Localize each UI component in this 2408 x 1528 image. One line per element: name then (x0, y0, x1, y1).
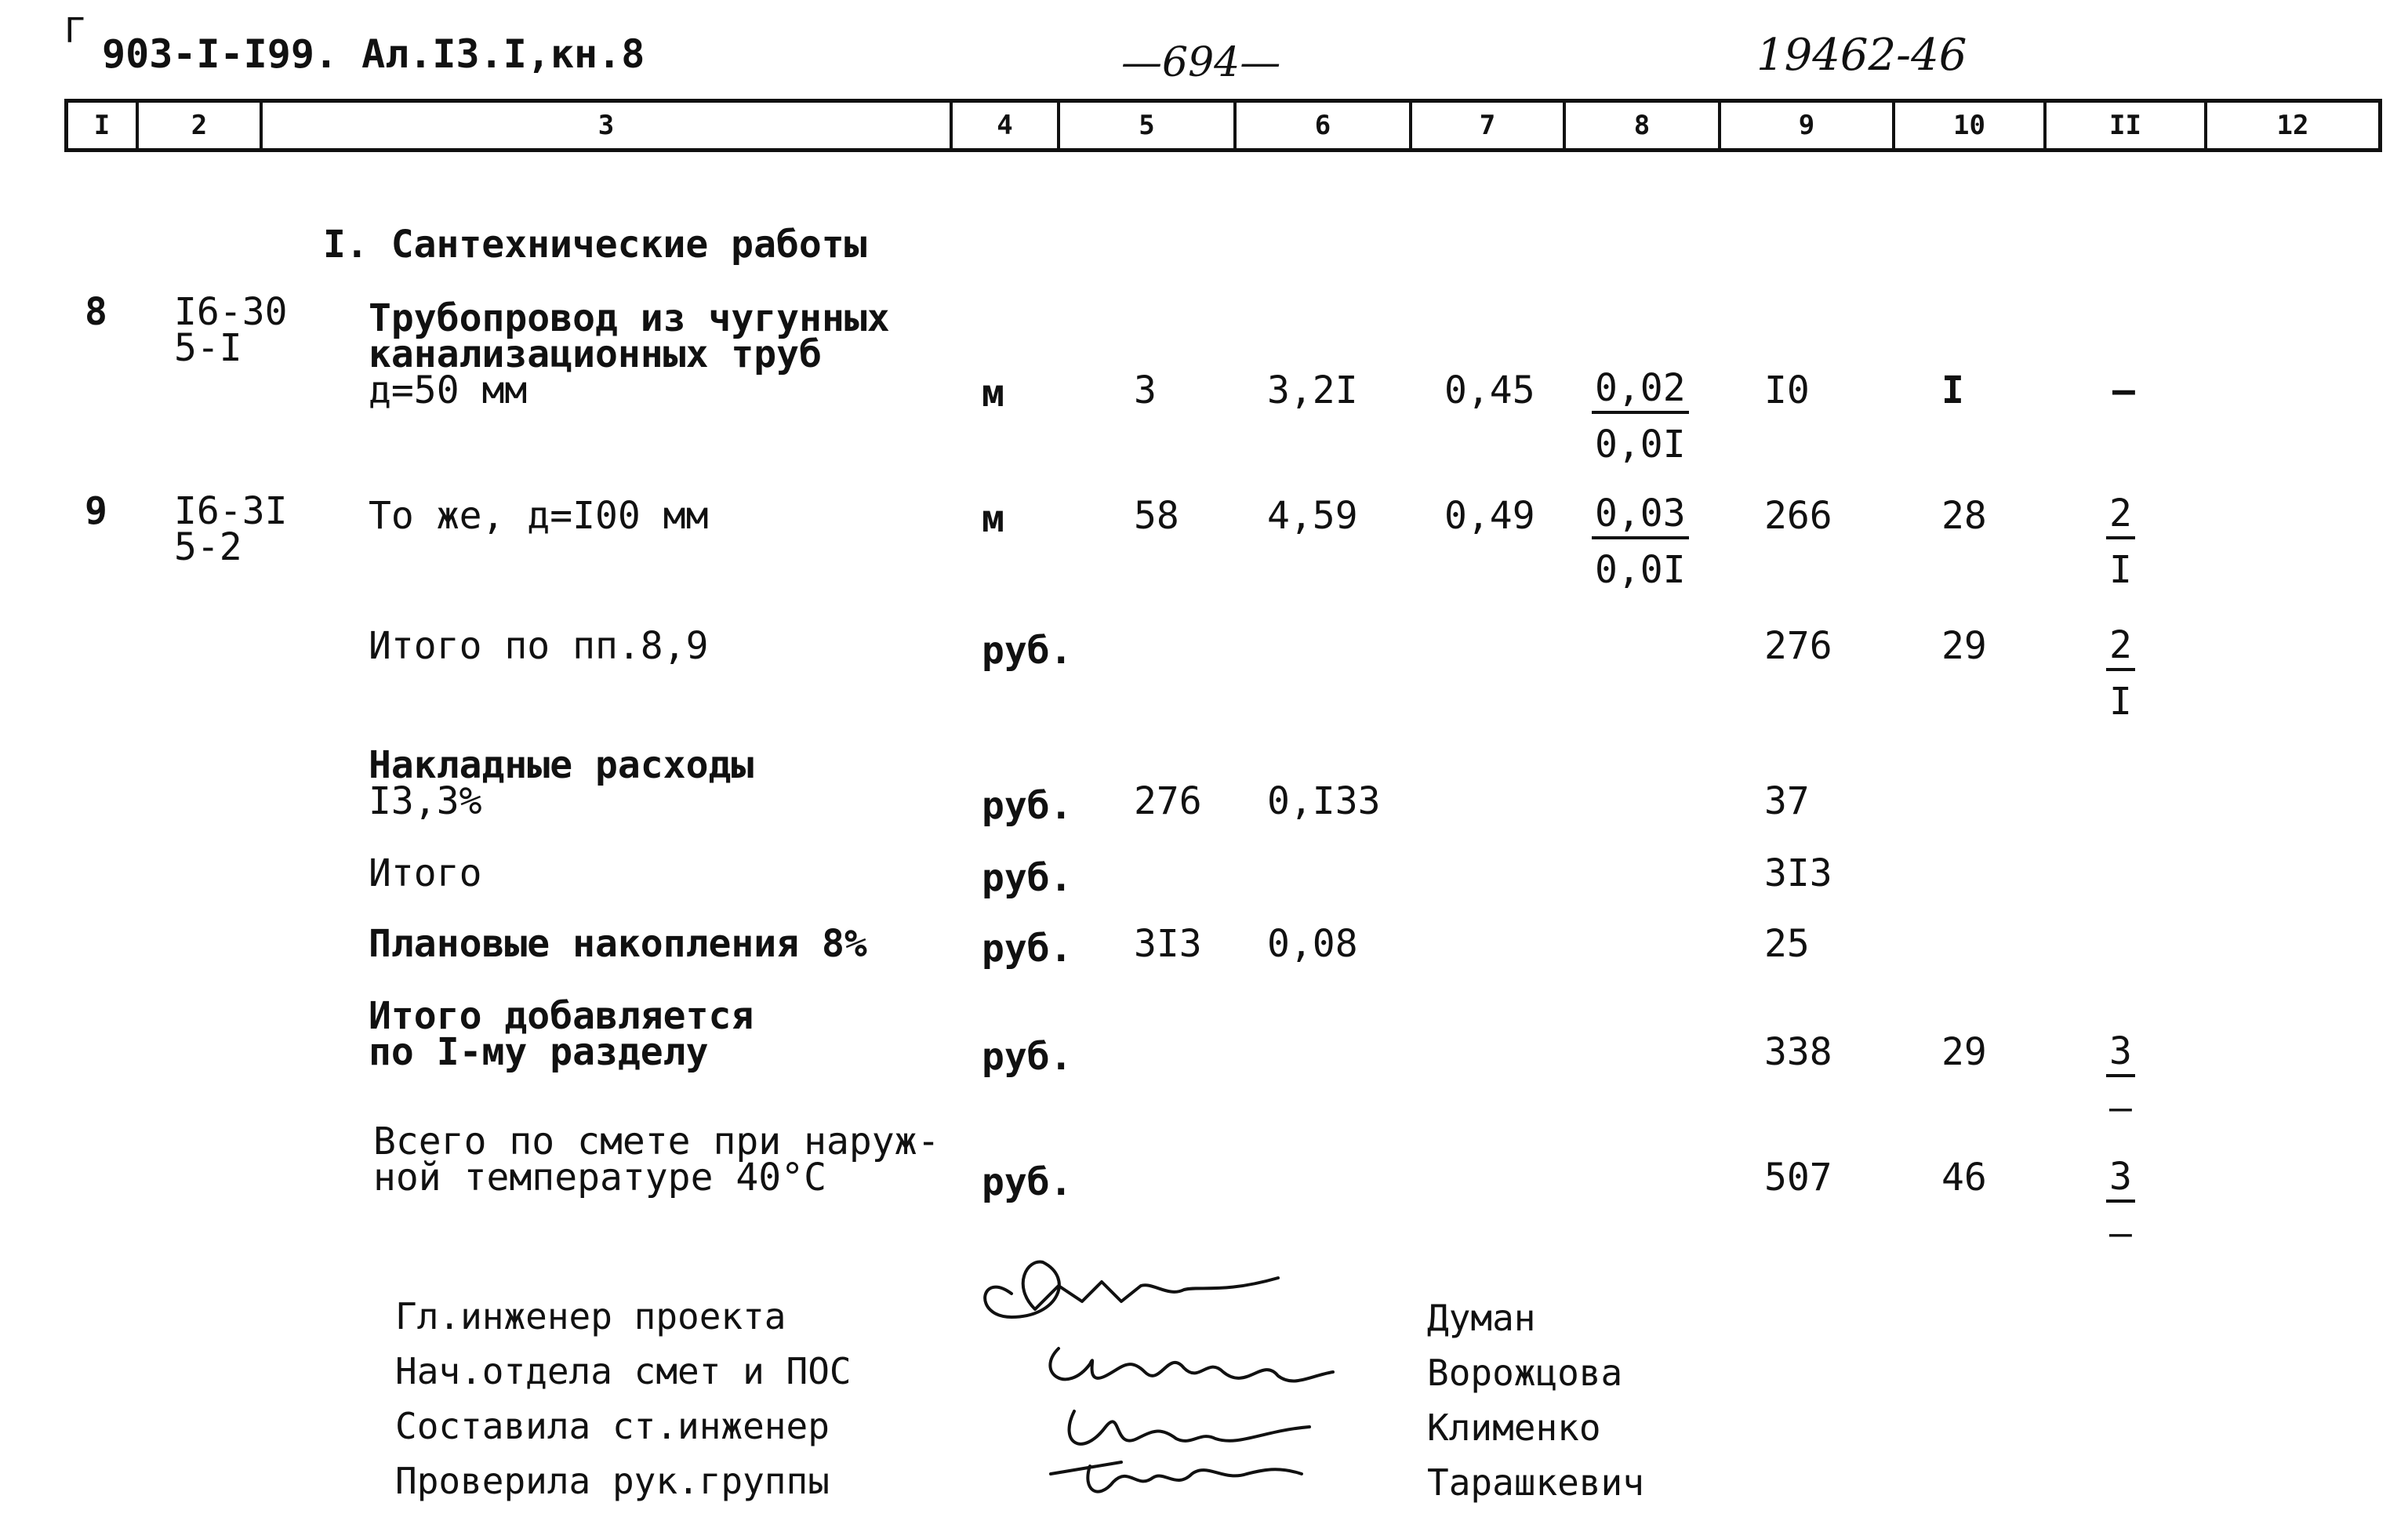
norm-code-sub: 5-2 (174, 525, 242, 569)
column-11-fraction (2106, 494, 2135, 590)
column-number: 9 (1721, 103, 1895, 148)
fraction-numerator: 3 (2106, 1032, 2135, 1077)
column-number: 7 (1412, 103, 1566, 148)
item-description: канализационных труб (369, 332, 822, 376)
signature-stroke (985, 1262, 1278, 1317)
column-number: 10 (1895, 103, 2047, 148)
fraction-numerator: 3 (2106, 1157, 2135, 1203)
unit: руб. (982, 856, 1073, 900)
column-10-value: I (1941, 368, 1964, 412)
quantity: 3 (1134, 368, 1157, 412)
column-number: 2 (139, 103, 263, 148)
fraction-denominator: – (2109, 1086, 2132, 1130)
column-7-value: 0,45 (1444, 368, 1535, 412)
base-value: 3I3 (1134, 922, 1202, 966)
column-9-value: 276 (1764, 624, 1832, 668)
unit: руб. (982, 927, 1073, 971)
unit-price: 3,2I (1267, 368, 1358, 412)
signatory-name: Ворожцова (1427, 1352, 1623, 1394)
column-number: II (2047, 103, 2207, 148)
column-7-value: 0,49 (1444, 494, 1535, 538)
column-9-value: 266 (1764, 494, 1832, 538)
handwritten-signatures (964, 1239, 1372, 1513)
total-label: I3,3% (369, 779, 482, 823)
signatory-role: Составила ст.инженер (395, 1405, 830, 1447)
column-number: 12 (2276, 110, 2309, 141)
column-10-value: 46 (1941, 1156, 1987, 1200)
column-11-value: – (2112, 368, 2135, 412)
unit-price: 4,59 (1267, 494, 1358, 538)
total-label: Плановые накопления 8% (369, 922, 867, 966)
column-9-value: 25 (1764, 922, 1810, 966)
column-9-value: 37 (1764, 779, 1810, 823)
column-number: 3 (263, 103, 953, 148)
signature-stroke (1070, 1411, 1309, 1444)
unit: руб. (982, 1035, 1073, 1079)
fraction-numerator: 0,03 (1592, 494, 1689, 539)
corner-mark: Г (64, 11, 85, 51)
fraction-numerator: 2 (2106, 626, 2135, 671)
column-10-value: 29 (1941, 624, 1987, 668)
total-label: Итого (369, 851, 482, 895)
column-number-bar (64, 99, 2382, 152)
unit: руб. (982, 629, 1073, 673)
signatory-role: Проверила рук.группы (395, 1460, 830, 1502)
column-9-value: 3I3 (1764, 851, 1832, 895)
item-description: Трубопровод из чугунных (369, 296, 890, 340)
total-label: Накладные расходы (369, 743, 754, 787)
signatory-name: Думан (1427, 1297, 1536, 1339)
column-10-value: 29 (1941, 1030, 1987, 1074)
quantity: 58 (1134, 494, 1179, 538)
base-value: 276 (1134, 779, 1202, 823)
signature-stroke (1051, 1462, 1302, 1492)
section-title: I. Сантехнические работы (323, 223, 867, 267)
fraction-denominator: I (2109, 548, 2132, 592)
unit: м (982, 372, 1004, 416)
column-number: 8 (1566, 103, 1721, 148)
signatory-role: Нач.отдела смет и ПОС (395, 1350, 852, 1392)
fraction-denominator: 0,0I (1595, 548, 1686, 592)
signatory-name: Клименко (1427, 1406, 1601, 1449)
fraction-denominator: I (2109, 680, 2132, 724)
total-label: по I-му разделу (369, 1030, 709, 1074)
item-description: д=50 мм (369, 368, 528, 412)
item-description: То же, д=I00 мм (369, 494, 709, 538)
column-9-value: I0 (1764, 368, 1810, 412)
document-code: 903-I-I99. Ал.I3.I,кн.8 (102, 31, 645, 77)
unit: руб. (982, 784, 1073, 828)
column-number: 6 (1237, 103, 1412, 148)
fraction-numerator: 2 (2106, 494, 2135, 539)
signature-stroke (1050, 1348, 1333, 1381)
total-label: Всего по смете при наруж- (373, 1120, 940, 1163)
column-number: 4 (953, 103, 1060, 148)
norm-code: I6-30 (174, 290, 288, 334)
rate-value: 0,I33 (1267, 779, 1381, 823)
fraction-denominator: 0,0I (1595, 423, 1686, 466)
column-11-fraction (2106, 1029, 2135, 1130)
total-label: Итого по пп.8,9 (369, 624, 709, 668)
fraction-numerator: 0,02 (1592, 368, 1689, 414)
column-9-value: 507 (1764, 1156, 1832, 1200)
column-10-value: 28 (1941, 494, 1987, 538)
row-number: 9 (85, 489, 107, 533)
unit: руб. (982, 1160, 1073, 1204)
column-number: I (68, 103, 139, 148)
column-number: 5 (1060, 103, 1237, 148)
norm-code-sub: 5-I (174, 326, 242, 370)
signatory-name: Тарашкевич (1427, 1461, 1644, 1504)
rate-value: 0,08 (1267, 922, 1358, 966)
page-number: —694— (1121, 39, 1281, 86)
column-8-fraction (1592, 494, 1689, 590)
column-11-fraction (2106, 623, 2135, 724)
total-label: Итого добавляется (369, 994, 754, 1038)
norm-code: I6-3I (174, 489, 288, 533)
unit: м (982, 497, 1004, 541)
column-8-fraction (1592, 368, 1689, 464)
document-number: 19462-46 (1756, 30, 1967, 81)
row-number: 8 (85, 290, 107, 334)
signatory-role: Гл.инженер проекта (395, 1295, 786, 1337)
fraction-denominator: – (2109, 1211, 2132, 1255)
column-11-fraction (2106, 1155, 2135, 1255)
total-label: ной температуре 40°С (373, 1156, 826, 1200)
column-9-value: 338 (1764, 1030, 1832, 1074)
